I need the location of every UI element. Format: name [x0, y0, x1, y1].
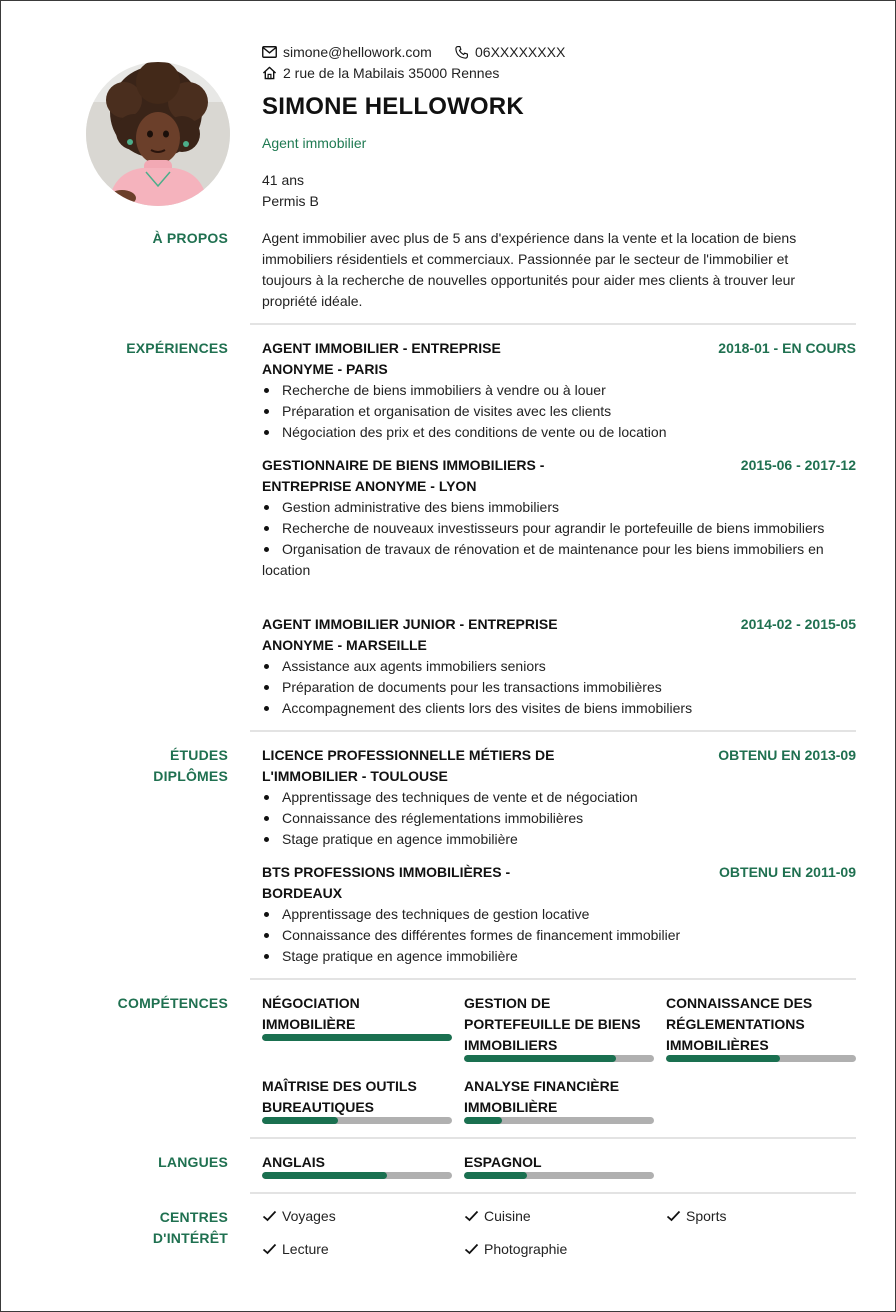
experience-entry [262, 455, 856, 581]
section-divider [250, 323, 856, 325]
education-date: OBTENU EN 2013-09 [718, 747, 856, 763]
bullet-item: Préparation et organisation de visites avec les clients [262, 401, 856, 422]
address-contact [262, 65, 499, 81]
section-label-line: CENTRES [159, 1209, 228, 1225]
bullet-item [262, 518, 852, 539]
experience-title-line: ANONYME - PARIS [262, 361, 388, 377]
skill-name-line: ANALYSE FINANCIÈRE [464, 1078, 620, 1094]
experience-bullets [262, 497, 852, 581]
skill-item [262, 993, 462, 1035]
skill-level-bar [464, 1055, 654, 1062]
skill-level-bar [464, 1117, 654, 1124]
bullet-item: Connaissance des différentes formes de financement immobilier [262, 925, 856, 946]
experience-bullets [262, 380, 856, 443]
check-icon [666, 1210, 681, 1222]
interest-item [464, 1241, 567, 1257]
skill-name-line: MAÎTRISE DES OUTILS [262, 1078, 417, 1094]
candidate-name: SIMONE HELLOWORK [262, 93, 524, 120]
phone-icon [454, 45, 469, 60]
skill-name-line: GESTION DE [464, 995, 551, 1011]
skill-name-line: CONNAISSANCE DES [666, 995, 813, 1011]
bullet-item: Apprentissage des techniques de vente et de négociation [262, 787, 856, 808]
experience-title-line: ANONYME - MARSEILLE [262, 637, 427, 653]
experience-date: 2015-06 - 2017-12 [740, 457, 856, 473]
education-entry [262, 862, 856, 967]
phone-text: 06XXXXXXXX [475, 44, 566, 60]
skill-level-bar [262, 1034, 452, 1041]
bullet-item: Assistance aux agents immobiliers seniors [262, 656, 856, 677]
skill-name-line: IMMOBILIÈRES [666, 1037, 769, 1053]
driving-license: Permis B [262, 193, 319, 209]
section-label-line: DIPLÔMES [153, 768, 228, 784]
experience-date: 2014-02 - 2015-05 [740, 616, 856, 632]
skill-item [666, 993, 866, 1056]
skill-name [464, 1076, 664, 1118]
skill-name-line: PORTEFEUILLE DE BIENS [464, 1016, 641, 1032]
home-icon [262, 66, 277, 80]
skill-level-bar [262, 1117, 452, 1124]
bullet-item [262, 539, 852, 581]
section-label-about: À PROPOS [152, 230, 228, 246]
education-bullets [262, 787, 856, 850]
interest-item [464, 1208, 531, 1224]
skill-level-fill [464, 1117, 502, 1124]
language-level-fill [262, 1172, 387, 1179]
section-label-interests [153, 1207, 228, 1249]
profile-photo [86, 62, 230, 206]
skill-level-bar [666, 1055, 856, 1062]
language-name: ANGLAIS [262, 1154, 325, 1170]
skill-name-line: IMMOBILIÈRE [262, 1016, 356, 1032]
interest-item [262, 1241, 329, 1257]
experience-title-line: AGENT IMMOBILIER JUNIOR - ENTREPRISE [262, 616, 558, 632]
check-icon [464, 1243, 479, 1255]
experience-bullets [262, 656, 856, 719]
interest-text: Photographie [484, 1241, 568, 1257]
section-divider [250, 978, 856, 980]
section-label-languages: LANGUES [158, 1154, 228, 1170]
experience-date: 2018-01 - EN COURS [718, 340, 856, 356]
interest-text: Cuisine [484, 1208, 531, 1224]
skill-name [262, 993, 462, 1035]
bullet-item: Recherche de biens immobiliers à vendre ou à louer [262, 380, 856, 401]
education-entry [262, 745, 856, 850]
experience-title-line: AGENT IMMOBILIER - ENTREPRISE [262, 340, 501, 356]
education-title-line: LICENCE PROFESSIONNELLE MÉTIERS DE [262, 747, 555, 763]
about-line: propriété idéale. [262, 293, 363, 309]
bullet-item: Apprentissage des techniques de gestion locative [262, 904, 856, 925]
about-text [262, 228, 862, 312]
interest-text: Lecture [282, 1241, 329, 1257]
bullet-text: Gestion administrative des biens immobiliers [282, 499, 559, 515]
skill-name-line: IMMOBILIÈRE [464, 1099, 558, 1115]
language-level-bar [464, 1172, 654, 1179]
bullet-text: Recherche de nouveaux investisseurs pour agrandir le portefeuille de biens immobiliers [282, 520, 825, 536]
skill-name-line: NÉGOCIATION [262, 995, 360, 1011]
phone-contact[interactable] [454, 44, 565, 60]
avatar-illustration [86, 62, 230, 206]
email-text: simone@hellowork.com [283, 44, 432, 60]
skill-level-fill [464, 1055, 616, 1062]
bullet-item: Stage pratique en agence immobilière [262, 829, 856, 850]
skill-level-fill [666, 1055, 780, 1062]
check-icon [262, 1243, 277, 1255]
bullet-item [262, 497, 852, 518]
section-divider [250, 730, 856, 732]
skill-name-line: BUREAUTIQUES [262, 1099, 375, 1115]
section-label-line: ÉTUDES [170, 747, 228, 763]
skill-name [262, 1076, 462, 1118]
experience-title-line: ENTREPRISE ANONYME - LYON [262, 478, 477, 494]
bullet-item: Connaissance des réglementations immobilières [262, 808, 856, 829]
interest-item [262, 1208, 336, 1224]
language-level-fill [464, 1172, 527, 1179]
experience-title-line: GESTIONNAIRE DE BIENS IMMOBILIERS - [262, 457, 545, 473]
section-label-line: D'INTÉRÊT [152, 1230, 228, 1246]
section-divider [250, 1192, 856, 1194]
interest-text: Sports [686, 1208, 727, 1224]
interest-item [666, 1208, 726, 1224]
skill-level-fill [262, 1117, 338, 1124]
education-title-line: L'IMMOBILIER - TOULOUSE [262, 768, 448, 784]
experience-entry [262, 614, 856, 719]
age: 41 ans [262, 172, 305, 188]
experience-entry [262, 338, 856, 443]
check-icon [464, 1210, 479, 1222]
skill-name [666, 993, 866, 1056]
section-divider [250, 1137, 856, 1139]
education-date: OBTENU EN 2011-09 [719, 864, 856, 880]
address-text: 2 rue de la Mabilais 35000 Rennes [283, 65, 500, 81]
language-name: ESPAGNOL [464, 1154, 542, 1170]
skill-item [464, 993, 664, 1056]
skill-name-line: IMMOBILIERS [464, 1037, 558, 1053]
education-bullets [262, 904, 856, 967]
language-level-bar [262, 1172, 452, 1179]
section-label-skills: COMPÉTENCES [117, 995, 228, 1011]
about-line: toujours à la recherche de nouvelles opportunités pour aider mes clients à trouver leur [262, 272, 796, 288]
bullet-text: Organisation de travaux de rénovation et de maintenance pour les biens immobiliers en location [262, 541, 824, 578]
skill-level-fill [262, 1034, 452, 1041]
section-label-experience: EXPÉRIENCES [126, 340, 228, 356]
bullet-item: Stage pratique en agence immobilière [262, 946, 856, 967]
section-label-education [153, 745, 228, 787]
check-icon [262, 1210, 277, 1222]
interest-text: Voyages [282, 1208, 336, 1224]
skill-item [262, 1076, 462, 1118]
email-contact[interactable] [262, 44, 432, 60]
about-line: immobiliers résidentiels et commerciaux. Passionnée par le secteur de l'immobilier et [262, 251, 789, 267]
education-title-line: BORDEAUX [262, 885, 343, 901]
skill-name-line: RÉGLEMENTATIONS [666, 1016, 805, 1032]
bullet-item: Négociation des prix et des conditions de vente ou de location [262, 422, 856, 443]
skill-item [464, 1076, 664, 1118]
bullet-item: Préparation de documents pour les transactions immobilières [262, 677, 856, 698]
about-line: Agent immobilier avec plus de 5 ans d'expérience dans la vente et la location de biens [262, 230, 797, 246]
job-title: Agent immobilier [262, 135, 367, 151]
envelope-icon [262, 46, 277, 58]
bullet-item: Accompagnement des clients lors des visites de biens immobiliers [262, 698, 856, 719]
education-title-line: BTS PROFESSIONS IMMOBILIÈRES - [262, 864, 511, 880]
skill-name [464, 993, 664, 1056]
